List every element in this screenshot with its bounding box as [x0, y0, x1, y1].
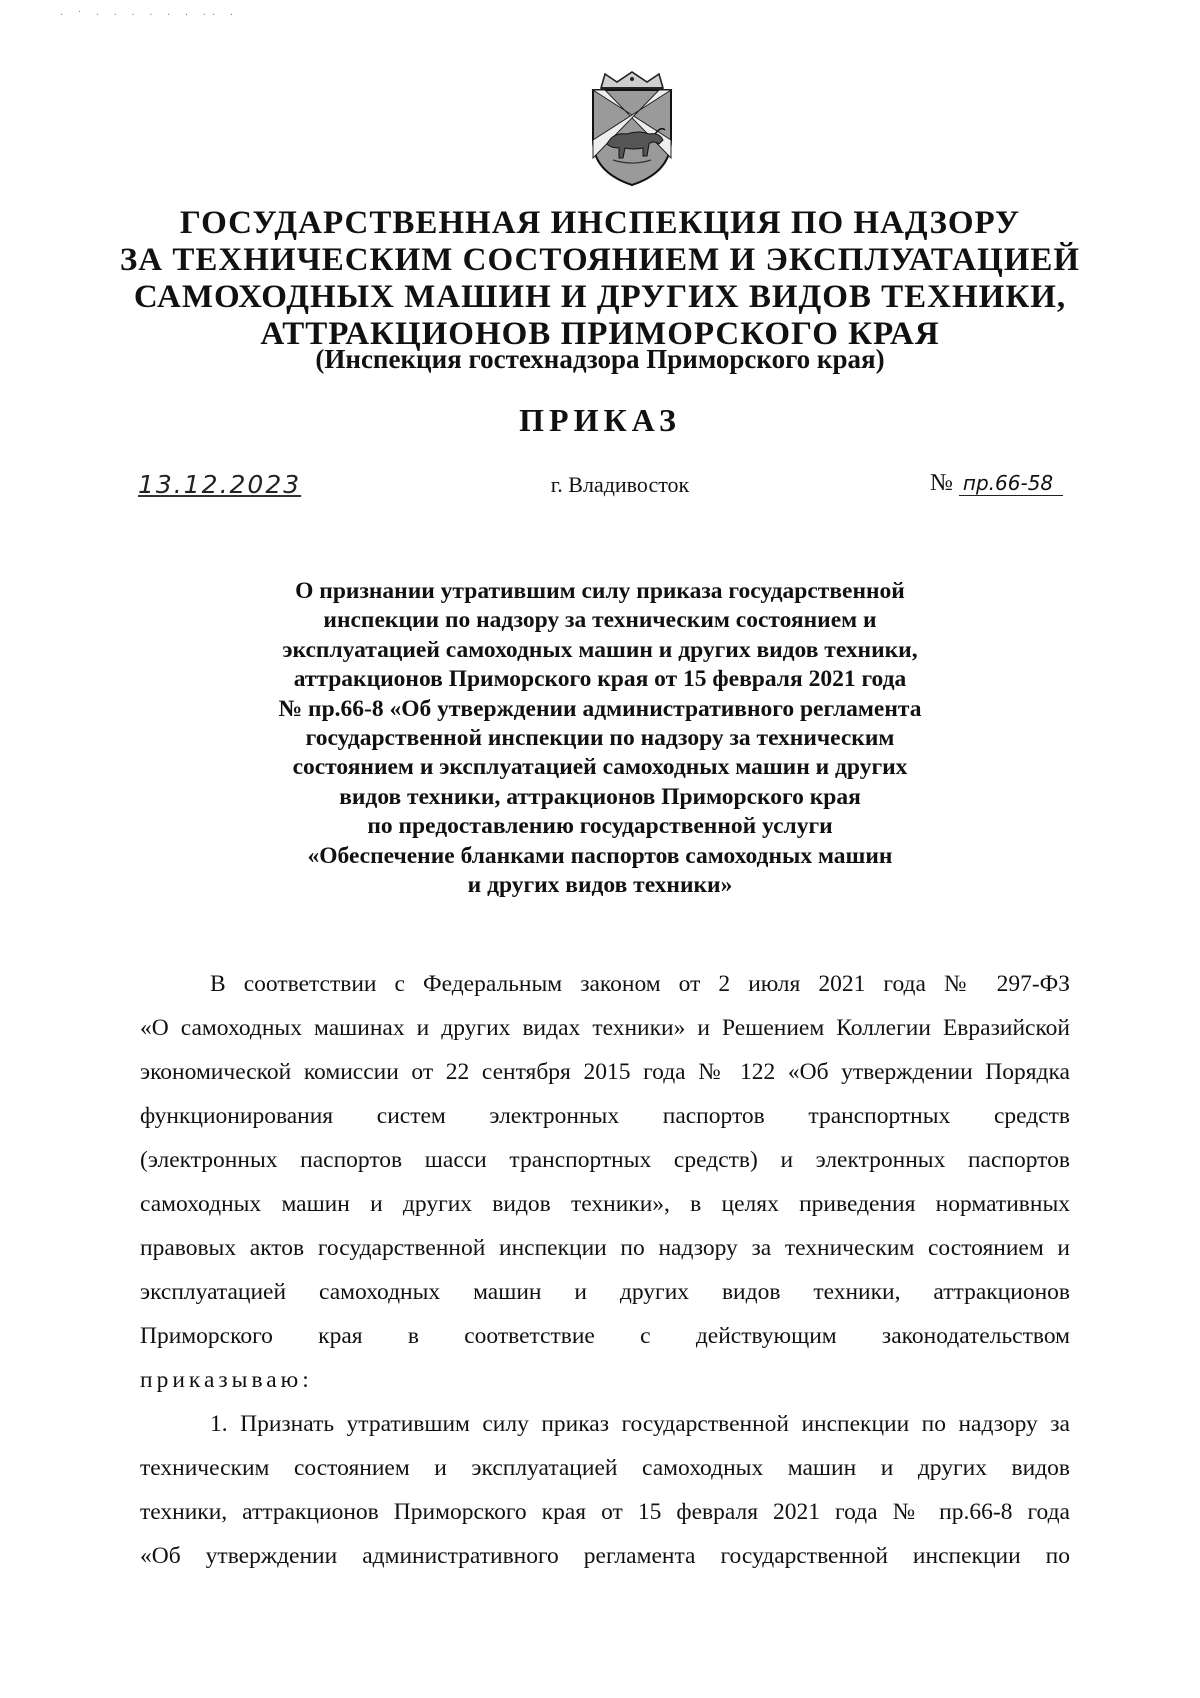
document-number-value: пр.66-58: [959, 471, 1063, 496]
subject-line-4: аттракционов Приморского края от 15 февраля 2021 года: [293, 666, 907, 693]
preamble-line-3: экономической комиссии от 22 сентября 2015 года № 122 «Об утверждении Порядка: [140, 1059, 1070, 1085]
organization-line-1: ГОСУДАРСТВЕННАЯ ИНСПЕКЦИЯ ПО НАДЗОРУ: [179, 205, 1021, 241]
subject-line-2: инспекции по надзору за техническим состоянием и: [323, 607, 877, 634]
scan-artifact: · ˙ · · · · · · ·· ·: [60, 10, 240, 21]
preamble-line-7: правовых актов государственной инспекции по надзору за техническим состоянием и: [140, 1235, 1070, 1261]
document-meta-row: [0, 470, 1200, 510]
document-subject: [200, 577, 1000, 900]
coat-of-arms-emblem: [583, 70, 681, 188]
organization-line-2: ЗА ТЕХНИЧЕСКИМ СОСТОЯНИЕМ И ЭКСПЛУАТАЦИЕЙ: [119, 242, 1081, 278]
organization-title: [100, 205, 1100, 353]
document-city: г. Владивосток: [550, 472, 690, 497]
preamble-line-6: самоходных машин и других видов техники», в целях приведения нормативных: [140, 1191, 1070, 1217]
subject-line-11: и других видов техники»: [467, 872, 733, 899]
document-type-heading: ПРИКАЗ: [519, 402, 681, 438]
item1-line-2: техническим состоянием и эксплуатацией самоходных машин и других видов: [140, 1455, 1070, 1481]
subject-line-1: О признании утратившим силу приказа государственной: [295, 578, 905, 604]
item1-line-1: 1. Признать утратившим силу приказ государственной инспекции по надзору за: [210, 1411, 1070, 1437]
number-sign: №: [930, 470, 953, 496]
organization-line-3: САМОХОДНЫХ МАШИН И ДРУГИХ ВИДОВ ТЕХНИКИ,: [133, 279, 1067, 315]
item1-line-4: «Об утверждении административного регламента государственной инспекции по: [140, 1543, 1070, 1569]
subject-line-3: эксплуатацией самоходных машин и других видов техники,: [282, 636, 918, 663]
order-word: приказываю:: [140, 1367, 313, 1393]
subject-line-5: № пр.66-8 «Об утверждении административного регламента: [278, 695, 922, 722]
document-date: 13.12.2023: [138, 470, 302, 499]
subject-line-10: «Обеспечение бланками паспортов самоходных машин: [307, 842, 893, 869]
subject-line-8: видов техники, аттракционов Приморского края: [339, 783, 861, 810]
item1-line-3: техники, аттракционов Приморского края от 15 февраля 2021 года № пр.66-8 года: [140, 1499, 1070, 1525]
preamble-line-5: (электронных паспортов шасси транспортных средств) и электронных паспортов: [140, 1147, 1070, 1173]
document-number: [930, 470, 1063, 497]
organization-short-name: (Инспекция гостехнадзора Приморского края): [315, 344, 885, 374]
subject-line-9: по предоставлению государственной услуги: [367, 813, 833, 840]
document-body: [140, 962, 1070, 1578]
preamble-line-1: В соответствии с Федеральным законом от 2 июля 2021 года № 297-ФЗ: [210, 971, 1070, 997]
preamble-line-8: эксплуатацией самоходных машин и других видов техники, аттракционов: [140, 1279, 1070, 1305]
preamble-line-2: «О самоходных машинах и других видах техники» и Решением Коллегии Евразийской: [140, 1015, 1070, 1041]
subject-line-6: государственной инспекции по надзору за техническим: [305, 725, 895, 752]
preamble-line-4: функционирования систем электронных паспортов транспортных средств: [140, 1103, 1070, 1129]
organization-line-4: АТТРАКЦИОНОВ ПРИМОРСКОГО КРАЯ: [260, 316, 940, 352]
subject-line-7: состоянием и эксплуатацией самоходных машин и других: [292, 754, 908, 781]
preamble-line-9: Приморского края в соответствие с действующим законодательством: [140, 1323, 1070, 1349]
